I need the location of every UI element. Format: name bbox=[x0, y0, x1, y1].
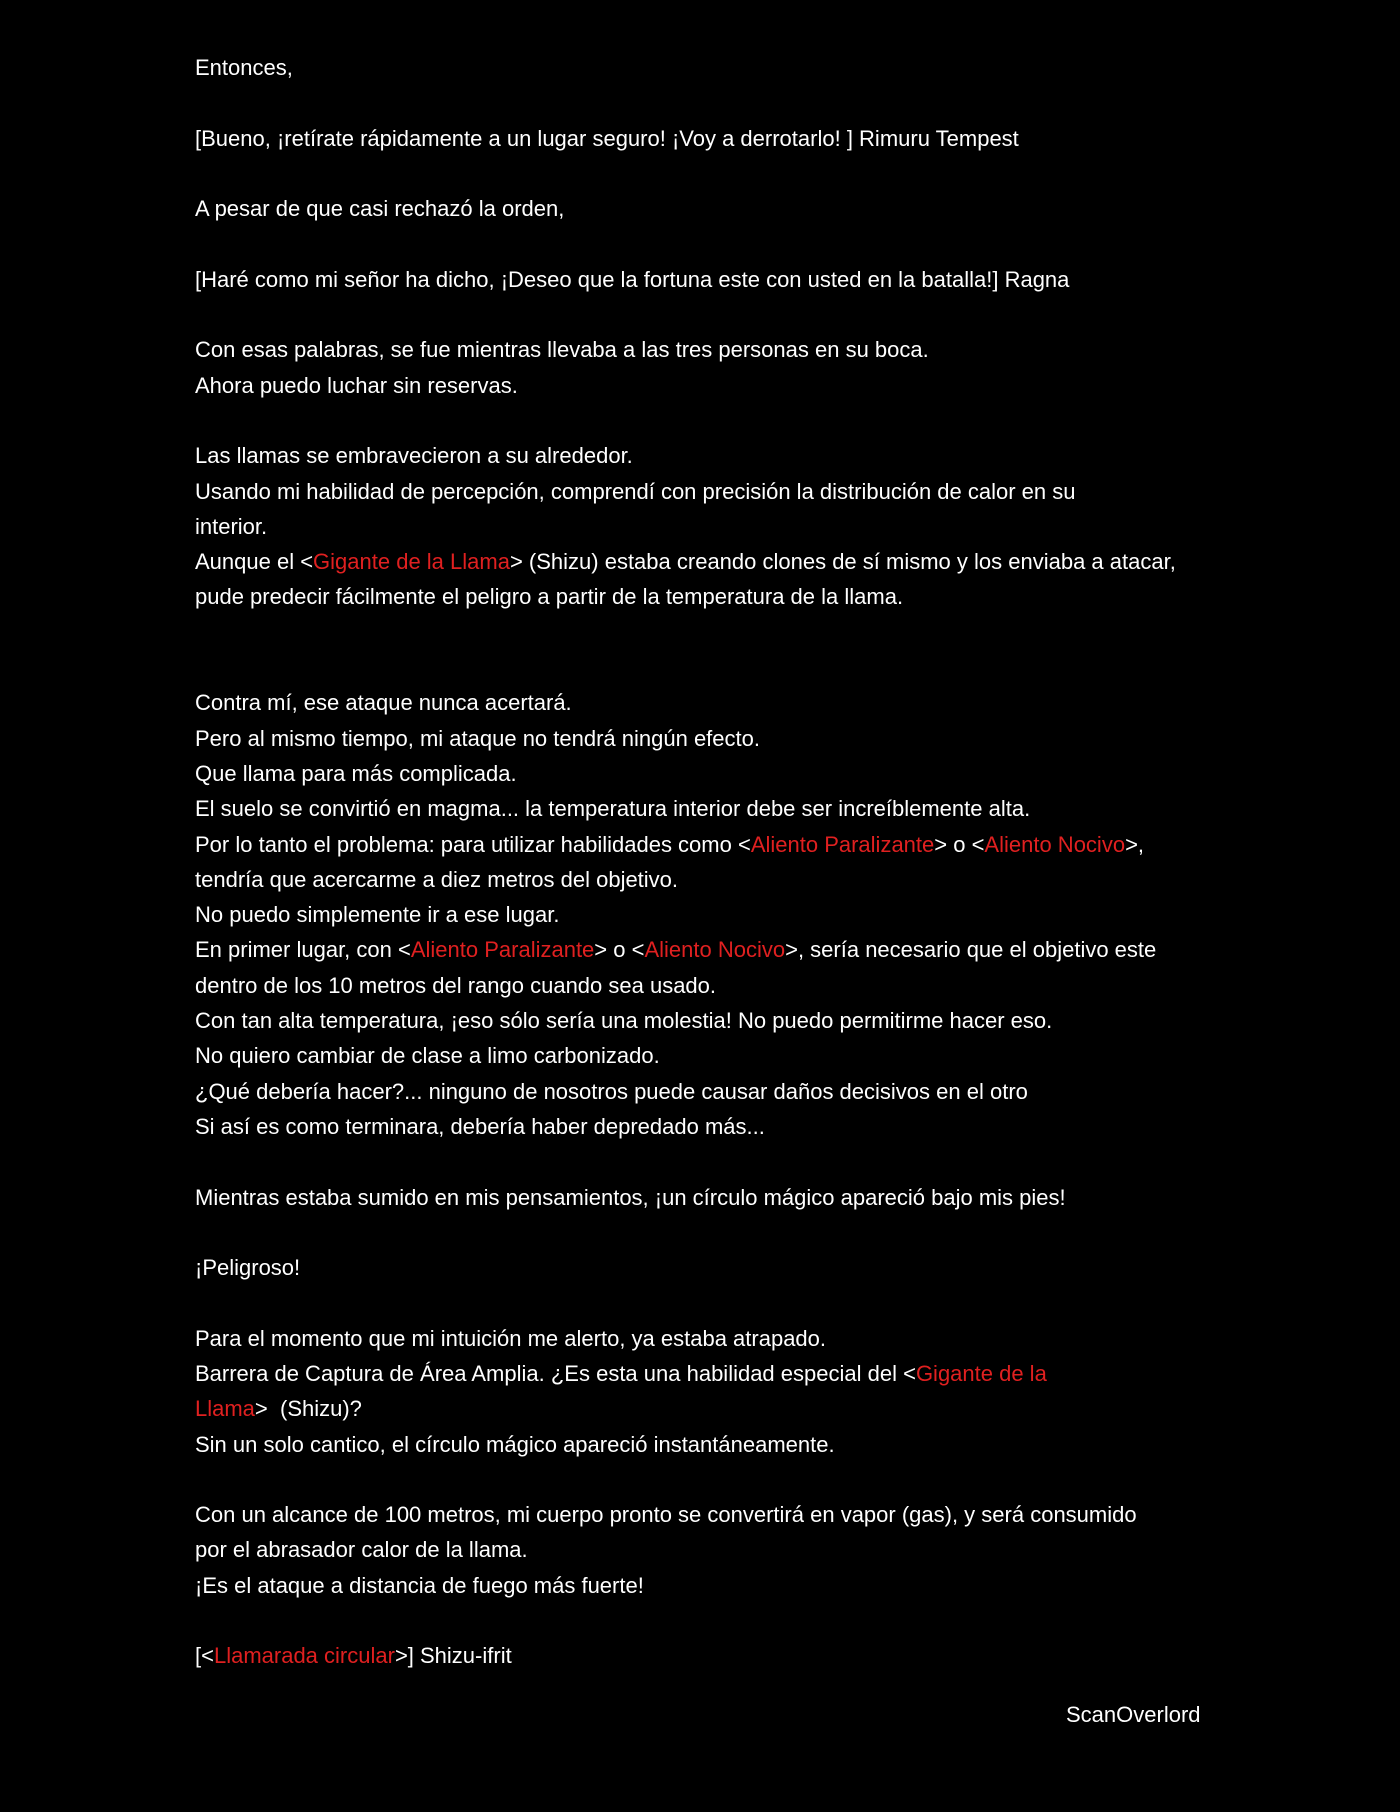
text-line-highlighted bbox=[195, 1638, 1205, 1673]
text-line: Mientras estaba sumido en mis pensamientos, ¡un círculo mágico apareció bajo mis pies! bbox=[195, 1184, 1066, 1210]
scan-credit: ScanOverlord bbox=[1066, 1702, 1201, 1727]
text-line: ¡Es el ataque a distancia de fuego más fuerte! bbox=[195, 1572, 644, 1598]
skill-name-highlight: Aliento Paralizante bbox=[750, 831, 935, 857]
text-line: [Haré como mi señor ha dicho, ¡Deseo que la fortuna este con usted en la batalla!] Ragna bbox=[195, 266, 1070, 292]
text-line-highlighted bbox=[195, 544, 1205, 579]
text-line: Ahora puedo luchar sin reservas. bbox=[195, 372, 518, 398]
skill-name-highlight: Gigante de la bbox=[915, 1360, 1047, 1386]
skill-name-highlight: Aliento Nocivo bbox=[644, 937, 786, 963]
text-line: Las llamas se embravecieron a su alrededor. bbox=[195, 443, 633, 469]
text-line: Si así es como terminara, debería haber depredado más... bbox=[195, 1113, 765, 1139]
skill-name-highlight: Llama bbox=[195, 1396, 255, 1422]
text-line: ¡Peligroso! bbox=[195, 1255, 301, 1281]
text-line: Que llama para más complicada. bbox=[195, 760, 517, 786]
skill-name-highlight: Aliento Paralizante bbox=[410, 937, 595, 963]
text-line: [Bueno, ¡retírate rápidamente a un lugar seguro! ¡Voy a derrotarlo! ] Rimuru Tempest bbox=[195, 125, 1019, 151]
text-line: dentro de los 10 metros del rango cuando sea usado. bbox=[195, 972, 717, 998]
line-text: > (Shizu) estaba creando clones de sí mismo y los enviaba a atacar, bbox=[509, 549, 1176, 575]
line-text: Por lo tanto el problema: para utilizar habilidades como < bbox=[195, 831, 751, 857]
blank-line bbox=[195, 1462, 1205, 1497]
blank-line bbox=[195, 85, 1205, 120]
text-line: Con un alcance de 100 metros, mi cuerpo pronto se convertirá en vapor (gas), y será consumido bbox=[195, 1502, 1137, 1528]
text-line: interior. bbox=[195, 513, 268, 539]
text-line-highlighted bbox=[195, 1356, 1205, 1391]
text-line-highlighted bbox=[195, 827, 1205, 862]
text-line: Con esas palabras, se fue mientras llevaba a las tres personas en su boca. bbox=[195, 337, 929, 363]
text-line: Para el momento que mi intuición me alerto, ya estaba atrapado. bbox=[195, 1325, 827, 1351]
text-line: Pero al mismo tiempo, mi ataque no tendrá ningún efecto. bbox=[195, 725, 760, 751]
skill-name-highlight: Llamarada circular bbox=[213, 1643, 395, 1669]
blank-line bbox=[195, 1603, 1205, 1638]
line-text: >, bbox=[1125, 831, 1145, 857]
blank-line bbox=[195, 1285, 1205, 1320]
blank-line bbox=[195, 1144, 1205, 1179]
document-body bbox=[195, 50, 1205, 1674]
skill-name-highlight: Gigante de la Llama bbox=[313, 549, 510, 575]
line-text: >] Shizu-ifrit bbox=[394, 1643, 512, 1669]
text-line: tendría que acercarme a diez metros del objetivo. bbox=[195, 866, 679, 892]
line-text: Aunque el < bbox=[195, 549, 314, 575]
text-line: El suelo se convirtió en magma... la temperatura interior debe ser increíblemente alta. bbox=[195, 796, 1031, 822]
text-line: A pesar de que casi rechazó la orden, bbox=[195, 196, 565, 222]
text-line: Con tan alta temperatura, ¡eso sólo sería una molestia! No puedo permitirme hacer eso. bbox=[195, 1008, 1053, 1034]
text-line-highlighted bbox=[195, 932, 1205, 967]
skill-name-highlight: Aliento Nocivo bbox=[984, 831, 1126, 857]
text-line: No puedo simplemente ir a ese lugar. bbox=[195, 902, 560, 928]
blank-line bbox=[195, 403, 1205, 438]
blank-lines bbox=[195, 615, 1205, 686]
text-line: Usando mi habilidad de percepción, comprendí con precisión la distribución de calor en su bbox=[195, 478, 1076, 504]
text-line: Contra mí, ese ataque nunca acertará. bbox=[195, 690, 572, 716]
blank-line bbox=[195, 297, 1205, 332]
text-line-highlighted bbox=[195, 1391, 1205, 1426]
text-line: pude predecir fácilmente el peligro a partir de la temperatura de la llama. bbox=[195, 584, 904, 610]
text-line: Sin un solo cantico, el círculo mágico apareció instantáneamente. bbox=[195, 1431, 835, 1457]
line-text: [< bbox=[195, 1643, 214, 1669]
blank-line bbox=[195, 226, 1205, 261]
text-line: por el abrasador calor de la llama. bbox=[195, 1537, 528, 1563]
line-text: En primer lugar, con < bbox=[195, 937, 411, 963]
text-line: ¿Qué debería hacer?... ninguno de nosotros puede causar daños decisivos en el otro bbox=[195, 1078, 1028, 1104]
line-text: > (Shizu)? bbox=[254, 1396, 362, 1422]
line-text: Barrera de Captura de Área Amplia. ¿Es esta una habilidad especial del < bbox=[195, 1360, 916, 1386]
text-line: No quiero cambiar de clase a limo carbonizado. bbox=[195, 1043, 660, 1069]
line-text: >, sería necesario que el objetivo este bbox=[785, 937, 1157, 963]
line-text: > o < bbox=[594, 937, 645, 963]
text-line: Entonces, bbox=[195, 55, 293, 80]
blank-line bbox=[195, 1215, 1205, 1250]
blank-line bbox=[195, 156, 1205, 191]
line-text: > o < bbox=[934, 831, 985, 857]
